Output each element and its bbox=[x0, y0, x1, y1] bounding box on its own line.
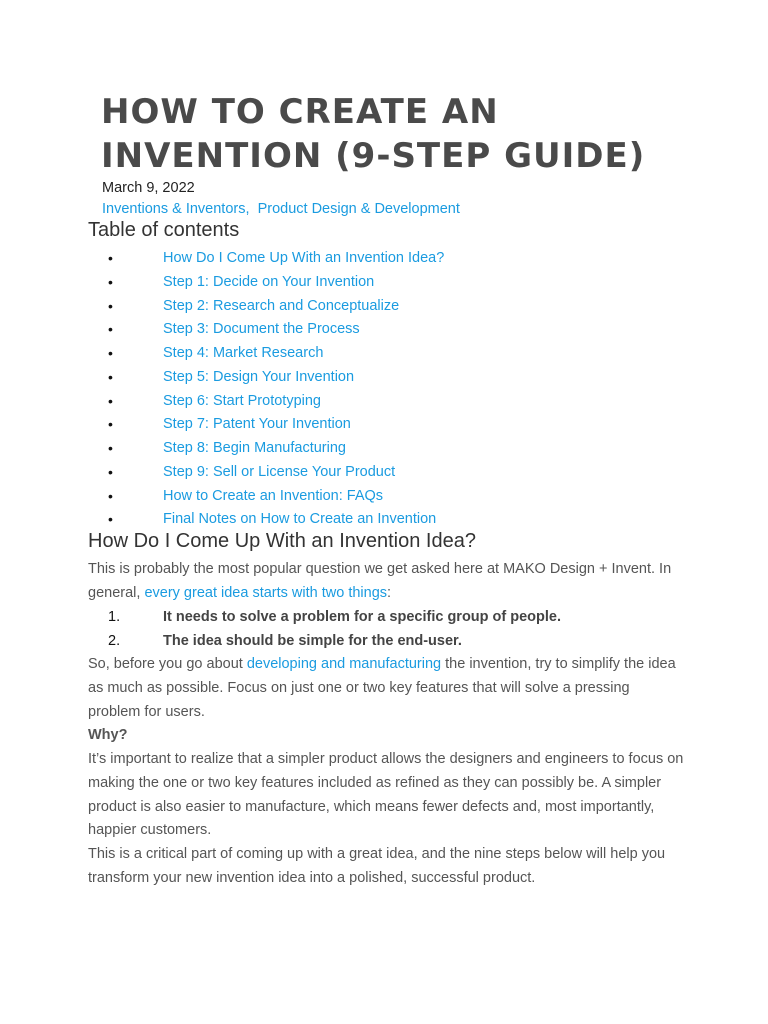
article-title: HOW TO CREATE AN INVENTION (9-STEP GUIDE) bbox=[101, 92, 646, 176]
list-number: 1. bbox=[108, 609, 121, 625]
closing-paragraph: This is a critical part of coming up with a great idea, and the nine steps below will help you transform your new invention idea into a polished, successful product. bbox=[88, 846, 666, 886]
simplify-text-end: the invention, try to simplify the idea as much as possible. Focus on just one or two key features that will solve a pressing problem for users. bbox=[88, 656, 676, 720]
toc-link[interactable]: Final Notes on How to Create an Invention bbox=[163, 511, 437, 528]
bullet: • bbox=[108, 250, 113, 266]
bullet: • bbox=[108, 297, 113, 314]
developing-manufacturing-link[interactable]: developing and manufacturing bbox=[246, 656, 442, 672]
list-text: It needs to solve a problem for a specific group of people. bbox=[163, 609, 562, 625]
bullet: • bbox=[108, 440, 113, 456]
toc-link[interactable]: Step 1: Decide on Your Invention bbox=[163, 273, 375, 290]
toc-link[interactable]: Step 7: Patent Your Invention bbox=[163, 416, 351, 433]
bullet: • bbox=[108, 321, 113, 338]
bullet: • bbox=[108, 463, 113, 480]
category-separator: , bbox=[245, 201, 250, 217]
simplify-text: So, before you go about bbox=[88, 656, 247, 672]
toc-link[interactable]: Step 3: Document the Process bbox=[163, 321, 360, 338]
bullet: • bbox=[108, 345, 113, 361]
toc-link[interactable]: Step 8: Begin Manufacturing bbox=[163, 440, 346, 456]
simplify-paragraph bbox=[88, 653, 684, 724]
category-link-inventions[interactable]: Inventions & Inventors bbox=[102, 201, 246, 217]
bullet: • bbox=[108, 392, 113, 409]
article-categories bbox=[102, 200, 460, 218]
section-heading: How Do I Come Up With an Invention Idea? bbox=[88, 530, 476, 552]
bullet: • bbox=[108, 487, 113, 504]
article-date: March 9, 2022 bbox=[102, 180, 195, 196]
list-text: The idea should be simple for the end-user. bbox=[163, 632, 462, 649]
bullet: • bbox=[108, 511, 113, 528]
intro-text-end: : bbox=[387, 584, 392, 601]
toc-link[interactable]: Step 6: Start Prototyping bbox=[163, 392, 321, 409]
bullet: • bbox=[108, 368, 113, 385]
list-number: 2. bbox=[108, 632, 121, 649]
toc-link[interactable]: How Do I Come Up With an Invention Idea? bbox=[163, 250, 445, 266]
bullet: • bbox=[108, 273, 113, 290]
toc-link[interactable]: Step 5: Design Your Invention bbox=[163, 368, 355, 385]
great-idea-link[interactable]: every great idea starts with two things bbox=[144, 584, 388, 601]
why-label: Why? bbox=[88, 727, 128, 743]
intro-paragraph bbox=[88, 558, 684, 606]
intro-text: This is probably the most popular question we get asked here at MAKO Design + Invent. In general, bbox=[88, 561, 672, 601]
toc-link[interactable]: Step 4: Market Research bbox=[163, 345, 324, 361]
toc-link[interactable]: How to Create an Invention: FAQs bbox=[163, 487, 384, 504]
bullet: • bbox=[108, 416, 113, 433]
category-link-product-design[interactable]: Product Design & Development bbox=[257, 201, 460, 217]
toc-heading: Table of contents bbox=[88, 219, 240, 241]
toc-link[interactable]: Step 9: Sell or License Your Product bbox=[163, 463, 396, 480]
simpler-product-paragraph: It’s important to realize that a simpler product allows the designers and engineers to focus on making the one or two key features included as refined as they can possibly be. A simpler product is also easier to manufacture, which means fewer defects and, most importantly, happier customers. bbox=[88, 751, 684, 839]
toc-link[interactable]: Step 2: Research and Conceptualize bbox=[163, 297, 400, 314]
